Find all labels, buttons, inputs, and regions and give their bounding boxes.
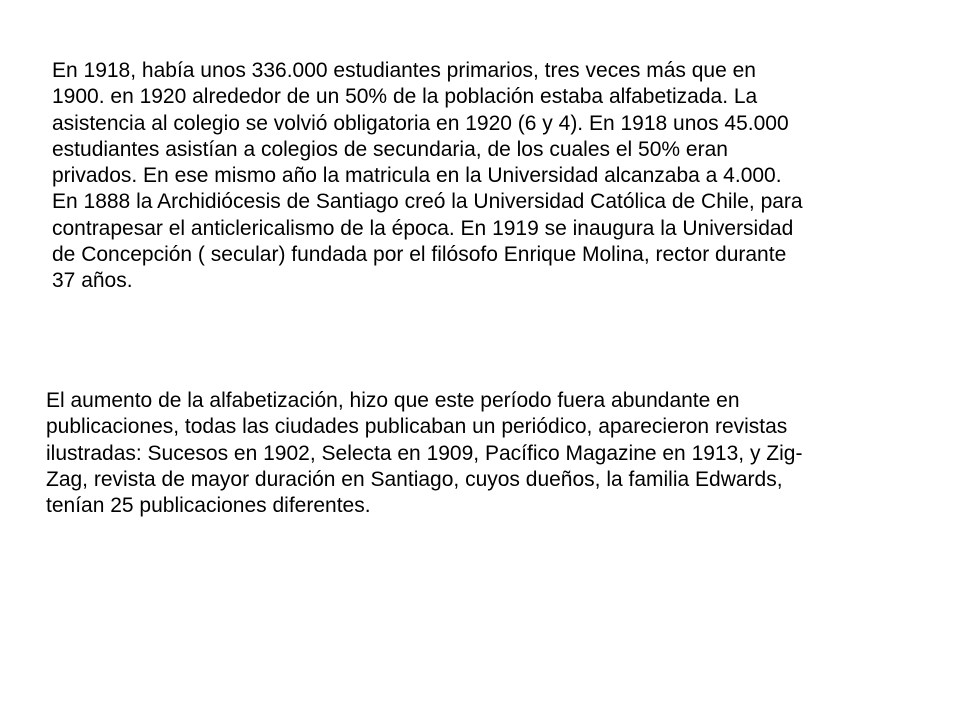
paragraph-line: estudiantes asistían a colegios de secundaria, de los cuales el 50% eran bbox=[52, 137, 728, 161]
paragraph-line: publicaciones, todas las ciudades publicaban un periódico, aparecieron revistas bbox=[46, 415, 788, 439]
paragraph-line: En 1918, había unos 336.000 estudiantes primarios, tres veces más que en bbox=[52, 59, 756, 82]
paragraph-line: contrapesar el anticlericalismo de la época. En 1919 se inaugura la Universidad bbox=[52, 216, 794, 240]
paragraph-line: El aumento de la alfabetización, hizo que este período fuera abundante en bbox=[46, 389, 740, 412]
paragraph-line: 37 años. bbox=[52, 269, 133, 293]
paragraph-line: Zag, revista de mayor duración en Santiago, cuyos dueños, la familia Edwards, bbox=[46, 467, 783, 491]
paragraph-line: tenían 25 publicaciones diferentes. bbox=[46, 494, 371, 518]
paragraph-line: ilustradas: Sucesos en 1902, Selecta en 1909, Pacífico Magazine en 1913, y Zig- bbox=[46, 441, 803, 465]
paragraph-line: de Concepción ( secular) fundada por el filósofo Enrique Molina, rector durante bbox=[52, 243, 787, 267]
paragraph-line: privados. En ese mismo año la matricula en la Universidad alcanzaba a 4.000. bbox=[52, 164, 782, 188]
paragraph-line: En 1888 la Archidiócesis de Santiago creó la Universidad Católica de Chile, para bbox=[52, 190, 803, 214]
paragraph-line: 1900. en 1920 alrededor de un 50% de la población estaba alfabetizada. La bbox=[52, 85, 758, 109]
paragraph-publications bbox=[46, 388, 802, 519]
paragraph-education-statistics bbox=[52, 58, 803, 295]
paragraph-line: asistencia al colegio se volvió obligatoria en 1920 (6 y 4). En 1918 unos 45.000 bbox=[52, 111, 789, 135]
